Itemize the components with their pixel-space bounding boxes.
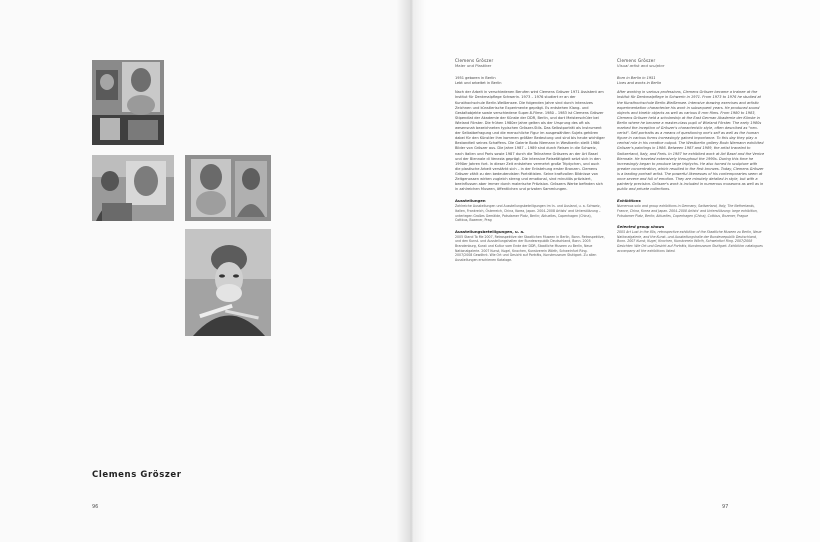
german-lives: Lebt und arbeitet in Berlin	[455, 81, 502, 86]
painting-with-figures-photo	[92, 60, 164, 145]
german-group-text: 2005 Stand To Me 2007, Retrospektive der Staatlichen Museen in Berlin, Bonn. Retrospektive, und den Kunst- und Ausstellungshallen der Bundesrepublik Deutschland, Bonn. 2005 Brandenburg, Kunst und Kultur vom Ende der DDR, Staatliche Museen zu Berlin, Neue Nationalgalerie. 2007 Kunst, Kugel, Knochen, Kunstverein Wörth, Schweinfurt Ring. 2007/2008 Gewöhnt. Wie Ort und Gesicht auf Porträts, Kunstmuseum Stuttgart. Zu allen Ausstellungen erschienen Kataloge.	[455, 234, 605, 262]
english-artist-title: Visual artist and sculptor	[617, 63, 665, 69]
german-column	[455, 58, 605, 262]
german-born: 1951 geboren in Berlin	[455, 76, 496, 81]
right-page	[410, 0, 820, 542]
artist-name-heading: Clemens Gröszer	[92, 470, 182, 480]
english-solo-text: Numerous solo and group exhibitions in Germany, Switzerland, Italy, The Netherlands, France, China, Korea and Japan. 2004–2008 Artists' and Unterstützung: large exhibition, Potsdamer Platz, Berlin; Aktuelles, Copenhagen (China), Cottbus, Bozener, Prague	[617, 204, 758, 218]
artist-painting-photo	[92, 155, 174, 221]
artist-portrait-photo	[185, 229, 271, 336]
english-solo-heading: Exhibitions	[617, 198, 641, 204]
german-bio: Nach der Arbeit in verschiedenen Berufen wird Clemens Gröszer 1971 Assistent am Institut für Denkmalpflege Schwerin. 1973 – 1976 studiert er an der Kunsthochschule Berlin-Weißensee. Die folgenden Jahre sind durch intensives Zeichnen und künstlerische Experimente geprägt. Es entstehen Klang- und Gestaltobjekte sowie verschiedene Super-8-Filme. 1980 – 1983 ist Clemens Gröszer Stipendiat der Akademie der Künste der DDR, Berlin, und dort Meisterschüler bei Wieland Förster. Die frühen 1980er Jahre gelten als der Ursprung des oft als wesensnah bezeichneten typischen Gröszer-Stils. Das Selbstporträt als Instrument der Selbstbefragung und die menschliche Figur im ausgewählten Sujets gehören dabei für den Künstler ihm kommen größter Bedeutung und sind bis heute wichtiger Bestandteil seines Schaffens. Die Galerie Bodo Niemann in Westberlin stellt 1986 Bilder von Gröszer aus. Die Jahre 1987 – 1989 sind durch Reisen in die Schweiz, nach Italien und Paris sowie 1987 durch die Teilnahme Gröszers an der Art Basel und der Biennale di Venezia geprägt. Die intensive Reisetätigkeit setzt sich in den 1990er Jahren fort. In dieser Zeit entstehen vermehrt große Triptychen, und auch die plastische Arbeit verstärkt sich – in der Entstehung erster Bronzen. Clemens Gröszer zählt zu den bedeutendsten Porträtisten. Seine kraftvollen Bildnisse von Zeitgenossen wirken zugleich streng und emotional, sind minutiös präzisiert, beeinflussen aber immer durch malerische Präzision. Gröszers Werke befinden sich in zahlreichen Museen, öffentlichen und privaten Sammlungen.	[455, 90, 605, 192]
english-group-text: 2005 Art Lust in the 80s, retrospective exhibition of the Staatliche Museen zu Berlin, Neue Nationalgalerie, and the Kunst- und Ausstellungshalle der Bundesrepublik Deutschland, Bonn. 2007 Kunst, Kugel, Knochen, Kunstverein Wörth, Schweinfurt Ring. 2007/2008 Gesichter: Wie Ort und Gesicht auf Porträts, Kunstmuseum Stuttgart. Exhibition catalogues accompany all the exhibitions listed.	[617, 230, 763, 253]
english-lives: Lives and works in Berlin	[617, 81, 662, 86]
page-number-right: 97	[722, 504, 729, 510]
english-group-heading: Selected group shows	[617, 224, 665, 230]
portrait-painting-photo	[185, 155, 271, 221]
book-gutter	[396, 0, 426, 542]
german-solo-heading: Ausstellungen	[455, 198, 486, 204]
german-artist-title: Maler und Plastiker	[455, 63, 492, 69]
german-solo-text: Zahlreiche Ausstellungen und Ausstellungsbeteiligungen im In- und Ausland, u. a. Schweiz, Italien, Frankreich, Österreich, China, Korea, Japan. 2004–2008 Artists' and Unterstützung – unterlegen Großes Gemälde, Potsdamer Platz, Berlin; Aktuelles, Copenhagen (China), Cottbus, Bozener, Prag	[455, 204, 601, 223]
english-artist-name: Clemens Gröszer	[617, 58, 656, 63]
english-born: Born in Berlin in 1951	[617, 76, 656, 81]
german-group-heading: Ausstellungsbeteiligungen, u. a.	[455, 228, 525, 234]
english-column	[617, 58, 767, 253]
english-bio: After working in various professions, Clemens Gröszer became a trainee at the Institut für Denkmalpflege in Schwerin in 1971. From 1973 to 1976 he studied at the Kunsthochschule Berlin-Weißensee. Intensive drawing exercises and artistic experimentation characterize his work in subsequent years. He produced sound objects and kinetic objects as well as various 8 mm films. From 1980 to 1983, Clemens Gröszer held a scholarship at the East German Akademie der Künste in Berlin where he became a master-class pupil of Wieland Förster. The early 1980s marked the inception of Gröszer's characteristic style, often described as "neo-verist". Self-portraits as a means of questioning one's self as well as the human figure in various forms increasingly gained importance. To this day they play a central role in his creative output. The Westberlin gallery Bodo Niemann exhibited Gröszer's paintings in 1986. Between 1987 and 1989, the artist traveled to Switzerland, Italy, and Paris. In 1987 he exhibited work at Art Basel and the Venice Biennale. He traveled extensively throughout the 1990s. During this time he increasingly began to produce large triptychs. He also turned to sculpture with greater concentration, which resulted in the first bronzes. Today, Clemens Gröszer is a leading portrait artist. The powerful likenesses of his contemporaries seem at once severe and full of emotion. They are minutely detailed in style, but with a painterly precision. Gröszer's work is included in numerous museums as well as in public and private collections.	[617, 90, 765, 192]
page-number-left: 96	[92, 504, 99, 510]
german-artist-name: Clemens Gröszer	[455, 58, 494, 63]
